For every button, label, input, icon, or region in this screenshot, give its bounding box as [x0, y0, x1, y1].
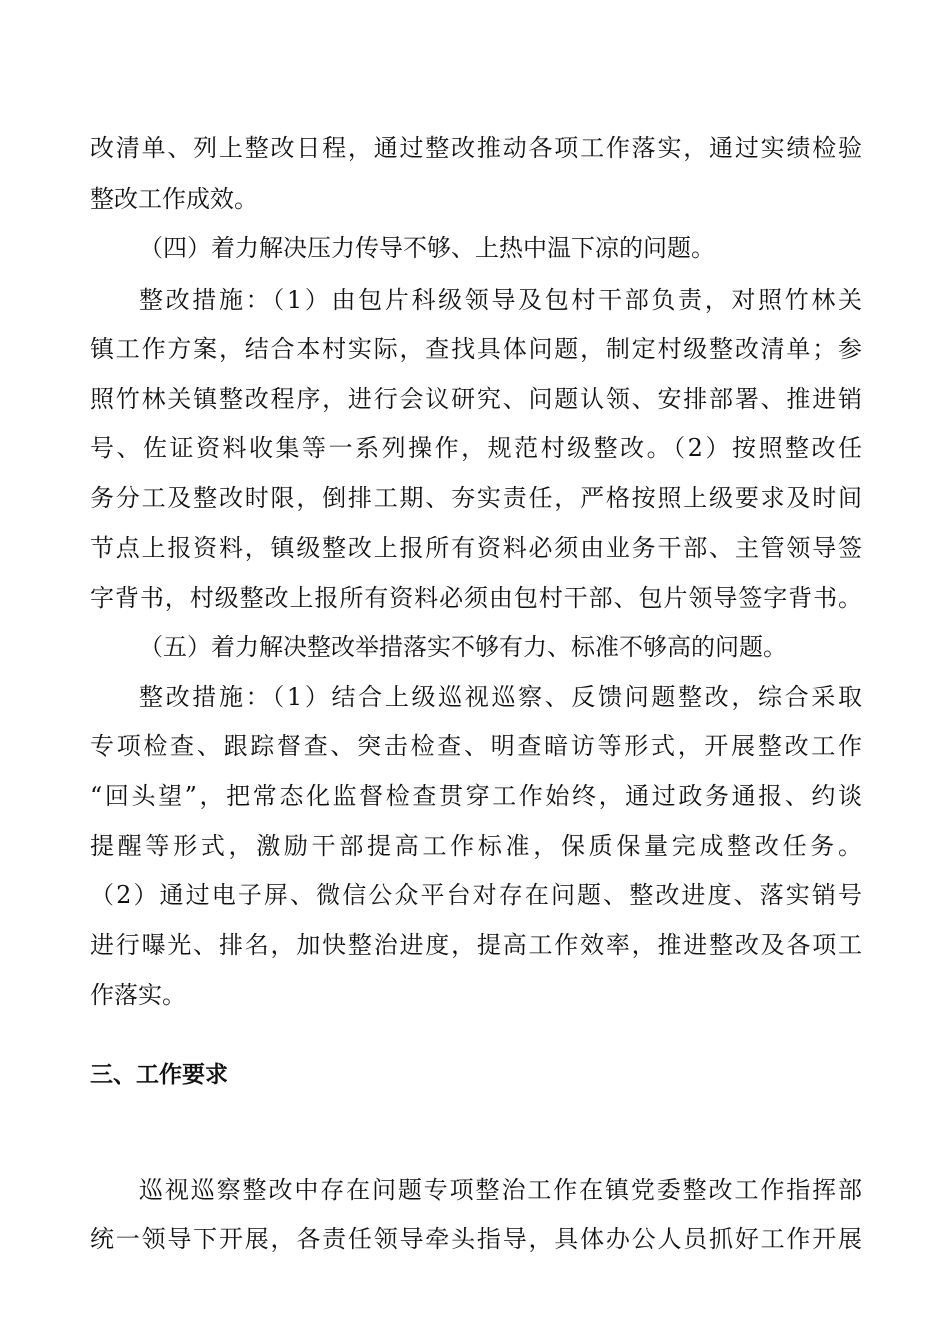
paragraph-line: 镇工作方案，结合本村实际，查找具体问题，制定村级整改清单；参 — [90, 335, 862, 363]
paragraph-line: 作落实。 — [90, 981, 186, 1009]
paragraph-line: 字背书，村级整改上报所有资料必须由包村干部、包片领导签字背书。 — [90, 584, 862, 612]
section-heading: 三、工作要求 — [90, 1062, 228, 1088]
paragraph-line: 整改措施：（1）结合上级巡视巡察、反馈问题整改，综合采取 — [139, 683, 862, 711]
paragraph-line: 提醒等形式，激励干部提高工作标准，保质保量完成整改任务。 — [90, 832, 862, 860]
paragraph-line: 统一领导下开展，各责任领导牵头指导，具体办公人员抓好工作开展 — [90, 1225, 862, 1253]
paragraph-line: 整改措施：（1）由包片科级领导及包村干部负责，对照竹林关 — [139, 286, 862, 314]
paragraph-line: 专项检查、跟踪督查、突击检查、明查暗访等形式，开展整改工作 — [90, 732, 862, 760]
paragraph-line: 改清单、列上整改日程，通过整改推动各项工作落实，通过实绩检验 — [90, 134, 862, 162]
subheading-four: （四）着力解决压力传导不够、上热中温下凉的问题。 — [139, 234, 715, 262]
paragraph-line: 进行曝光、排名，加快整治进度，提高工作效率，推进整改及各项工 — [90, 931, 862, 959]
paragraph-line: 务分工及整改时限，倒排工期、夯实责任，严格按照上级要求及时间 — [90, 484, 862, 512]
paragraph-line: （2）通过电子屏、微信公众平台对存在问题、整改进度、落实销号 — [90, 881, 862, 909]
paragraph-line: 整改工作成效。 — [90, 185, 258, 213]
subheading-five: （五）着力解决整改举措落实不够有力、标准不够高的问题。 — [139, 633, 787, 661]
paragraph-line: 照竹林关镇整改程序，进行会议研究、问题认领、安排部署、推进销 — [90, 385, 862, 413]
paragraph-line: 巡视巡察整改中存在问题专项整治工作在镇党委整改工作指挥部 — [139, 1176, 862, 1204]
paragraph-line: 号、佐证资料收集等一系列操作，规范村级整改。（2）按照整改任 — [90, 434, 862, 462]
paragraph-line: 节点上报资料，镇级整改上报所有资料必须由业务干部、主管领导签 — [90, 534, 862, 562]
paragraph-line: “回头望”，把常态化监督检查贯穿工作始终，通过政务通报、约谈 — [90, 782, 862, 810]
